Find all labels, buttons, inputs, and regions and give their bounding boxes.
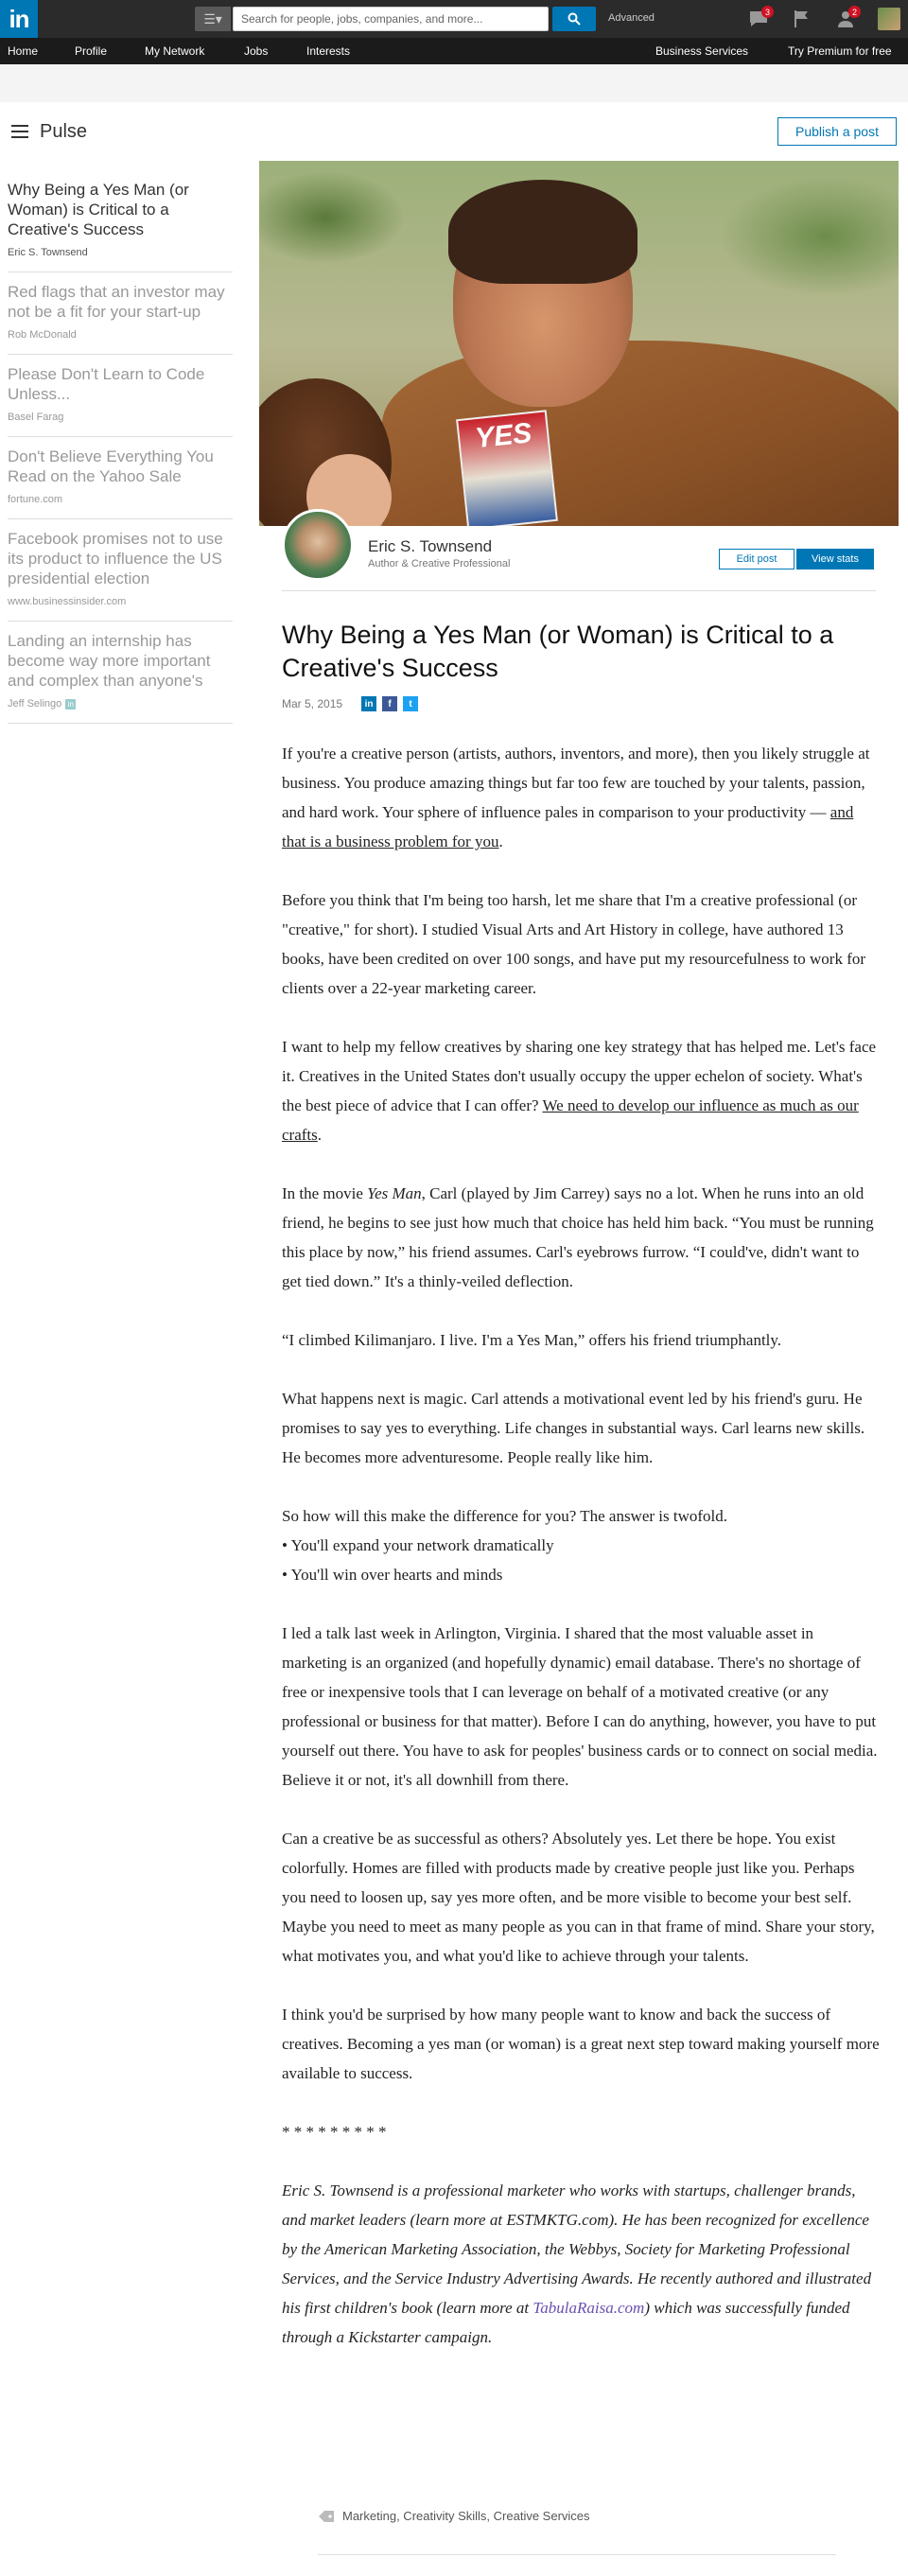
linkedin-share-icon[interactable]: in — [361, 696, 376, 711]
underlined-text: We need to develop our influence as much as our crafts — [282, 1096, 859, 1144]
sidebar-article[interactable] — [8, 622, 233, 724]
paragraph: Before you think that I'm being too harsh, let me share that I'm a creative professional (or "creative," for short). I studied Visual Arts and Art History in college, have authored 13 books, have been credited on over 100 songs, and have put my resourcefulness to work for clients over a 22-year marketing career. — [282, 891, 866, 997]
search-icon — [568, 12, 581, 26]
nav-business-services[interactable]: Business Services — [655, 44, 749, 58]
share-buttons — [361, 696, 418, 711]
article-tags — [318, 2509, 590, 2523]
sidebar-article-author: Eric S. Townsend — [8, 247, 88, 258]
author-name[interactable]: Eric S. Townsend — [368, 537, 493, 555]
paragraph: Can a creative be as successful as others? Absolutely yes. Let there be hope. You exist colorfully. Homes are filled with products made by creative people just like you. Perhaps you need to loosen up, say yes more often, and be more visible to become your best self. Maybe you need to meet as many people as you can in that frame of mind. Share your story, what motivates you, and what you'd like to achieve through your talents. — [282, 1830, 875, 1965]
twitter-share-icon[interactable]: t — [403, 696, 418, 711]
article-body — [282, 739, 880, 2381]
flag-icon — [794, 9, 811, 28]
nav-interests[interactable]: Interests — [306, 44, 351, 58]
sidebar-article-title: Don't Believe Everything You Read on the Yahoo Sale — [8, 447, 214, 485]
advanced-search-link[interactable]: Advanced — [608, 12, 655, 24]
search-button[interactable] — [552, 7, 596, 31]
paragraph: “I climbed Kilimanjaro. I live. I'm a Yes Man,” offers his friend triumphantly. — [282, 1331, 782, 1349]
divider — [282, 590, 876, 591]
divider — [318, 2554, 836, 2555]
linkedin-logo[interactable]: in — [0, 0, 38, 38]
sidebar — [8, 170, 233, 724]
paragraph: I led a talk last week in Arlington, Virginia. I shared that the most valuable asset in marketing is an organized (and hopefully dynamic) email database. There's no shortage of free or inexpensive tools that I can leverage on behalf of a motivated creative (or any professional or business for that matter). Before I can do anything, however, you have to put yourself out there. You have to ask for peoples' business cards or to connect on social media. Believe it or not, it's all downhill from there. — [282, 1624, 878, 1789]
separator-stars: * * * * * * * * * — [282, 2123, 387, 2141]
list-item: • You'll expand your network dramatically — [282, 1536, 554, 1554]
paragraph: In the movie Yes Man, Carl (played by Jim Carrey) says no a lot. When he runs into an old friend, he begins to see just how much that choice has held him back. “You must be running this place by now,” his friend assumes. Carl's eyebrows furrow. “I could've, didn't want to get tied down.” It's a thinly-veiled deflection. — [282, 1184, 874, 1290]
sidebar-article-title: Facebook promises not to use its product to influence the US presidential election — [8, 530, 223, 587]
view-stats-button[interactable]: View stats — [796, 549, 874, 570]
nav-jobs[interactable]: Jobs — [244, 44, 269, 58]
nav-try-premium[interactable]: Try Premium for free — [788, 44, 892, 58]
sidebar-article-author: Jeff Selingo — [8, 698, 62, 710]
search-bar — [195, 7, 596, 31]
author-avatar[interactable] — [282, 509, 354, 581]
sidebar-article-title: Red flags that an investor may not be a fit for your start-up — [8, 283, 225, 321]
tag-icon — [318, 2510, 335, 2523]
book-cover — [456, 410, 558, 526]
paragraph: So how will this make the difference for you? The answer is twofold. — [282, 1507, 728, 1525]
hero-image — [259, 161, 899, 526]
author-headline: Author & Creative Professional — [368, 558, 511, 570]
sidebar-article[interactable] — [8, 519, 233, 622]
paragraph: I think you'd be surprised by how many people want to know and back the success of creatives. Becoming a yes man (or woman) is a great next step toward making yourself more available to success. — [282, 2006, 880, 2082]
messages-badge: 3 — [761, 6, 774, 18]
nav-home[interactable]: Home — [8, 44, 39, 58]
search-input[interactable] — [233, 7, 549, 31]
sidebar-article-author: fortune.com — [8, 494, 63, 505]
sidebar-article-author: Rob McDonald — [8, 329, 77, 341]
sidebar-article[interactable] — [8, 437, 233, 519]
top-icons — [747, 0, 900, 38]
top-header — [0, 0, 908, 38]
menu-icon[interactable] — [11, 125, 28, 138]
sidebar-article-author: www.businessinsider.com — [8, 596, 127, 607]
notifications-badge: 2 — [848, 6, 861, 18]
article-meta — [282, 696, 418, 711]
article-title: Why Being a Yes Man (or Woman) is Critical to a Creative's Success — [282, 621, 834, 682]
facebook-share-icon[interactable]: f — [382, 696, 397, 711]
linkedin-influencer-icon: in — [65, 699, 76, 710]
paragraph: I want to help my fellow creatives by sharing one key strategy that has helped me. Let's face it. Creatives in the United States don't usually occupy the upper echelon of society. What's the best piece of advice that I can offer? We need to develop our influence as much as our crafts. — [282, 1038, 877, 1144]
edit-post-button[interactable]: Edit post — [719, 549, 794, 570]
main-nav — [0, 38, 908, 64]
tabularaisa-link[interactable]: TabulaRaisa.com — [533, 2299, 645, 2317]
sidebar-article-author: Basel Farag — [8, 412, 64, 423]
profile-menu[interactable] — [878, 8, 900, 30]
nav-profile[interactable]: Profile — [75, 44, 108, 58]
ad-band — [0, 64, 908, 102]
sidebar-article-author-wrap — [8, 698, 233, 710]
tags-list[interactable]: Marketing, Creativity Skills, Creative Services — [342, 2509, 590, 2523]
pulse-title[interactable]: Pulse — [40, 121, 88, 142]
sidebar-article-title: Why Being a Yes Man (or Woman) is Critical to a Creative's Success — [8, 181, 189, 238]
movie-title: Yes Man — [367, 1184, 422, 1202]
search-category-dropdown[interactable] — [195, 7, 231, 31]
article-date: Mar 5, 2015 — [282, 697, 343, 710]
paragraph: What happens next is magic. Carl attends a motivational event led by his friend's guru. He promises to say yes to everything. Life changes in substantial ways. Carl learns new skills. He becomes more adventuresome. People really like him. — [282, 1390, 865, 1466]
flag-button[interactable] — [791, 8, 813, 30]
pulse-header — [0, 102, 908, 161]
list-item: • You'll win over hearts and minds — [282, 1566, 503, 1584]
publish-post-button[interactable]: Publish a post — [777, 117, 897, 146]
list-icon: ☰▾ — [203, 10, 222, 26]
sidebar-article-title: Landing an internship has become way more important and complex than anyone's — [8, 632, 211, 690]
author-bio: Eric S. Townsend is a professional marketer who works with startups, challenger brands, and market leaders (learn more at ESTMKTG.com). He has been recognized for excellence by the American Marketing Association, the Webbys, Society for Marketing Professional Services, and the Service Industry Advertising Awards. He recently authored and illustrated his first children's book (learn more at TabulaRaisa.com) which was successfully funded through a Kickstarter campaign. — [282, 2182, 872, 2346]
paragraph: If you're a creative person (artists, authors, inventors, and more), then you likely struggle at business. You produce amazing things but far too few are touched by your talents, passion, and hard work. Your sphere of influence pales in comparison to your productivity — and that is a business problem for you. — [282, 745, 870, 850]
sidebar-article-title: Please Don't Learn to Code Unless... — [8, 365, 205, 403]
sidebar-article[interactable] — [8, 272, 233, 355]
sidebar-article[interactable] — [8, 170, 233, 272]
add-connection-button[interactable] — [834, 8, 857, 30]
sidebar-article[interactable] — [8, 355, 233, 437]
nav-my-network[interactable]: My Network — [145, 44, 205, 58]
book-title: YES — [473, 417, 533, 455]
avatar — [878, 8, 900, 30]
messages-button[interactable] — [747, 8, 770, 30]
underlined-text: and that is a business problem for you — [282, 803, 854, 850]
